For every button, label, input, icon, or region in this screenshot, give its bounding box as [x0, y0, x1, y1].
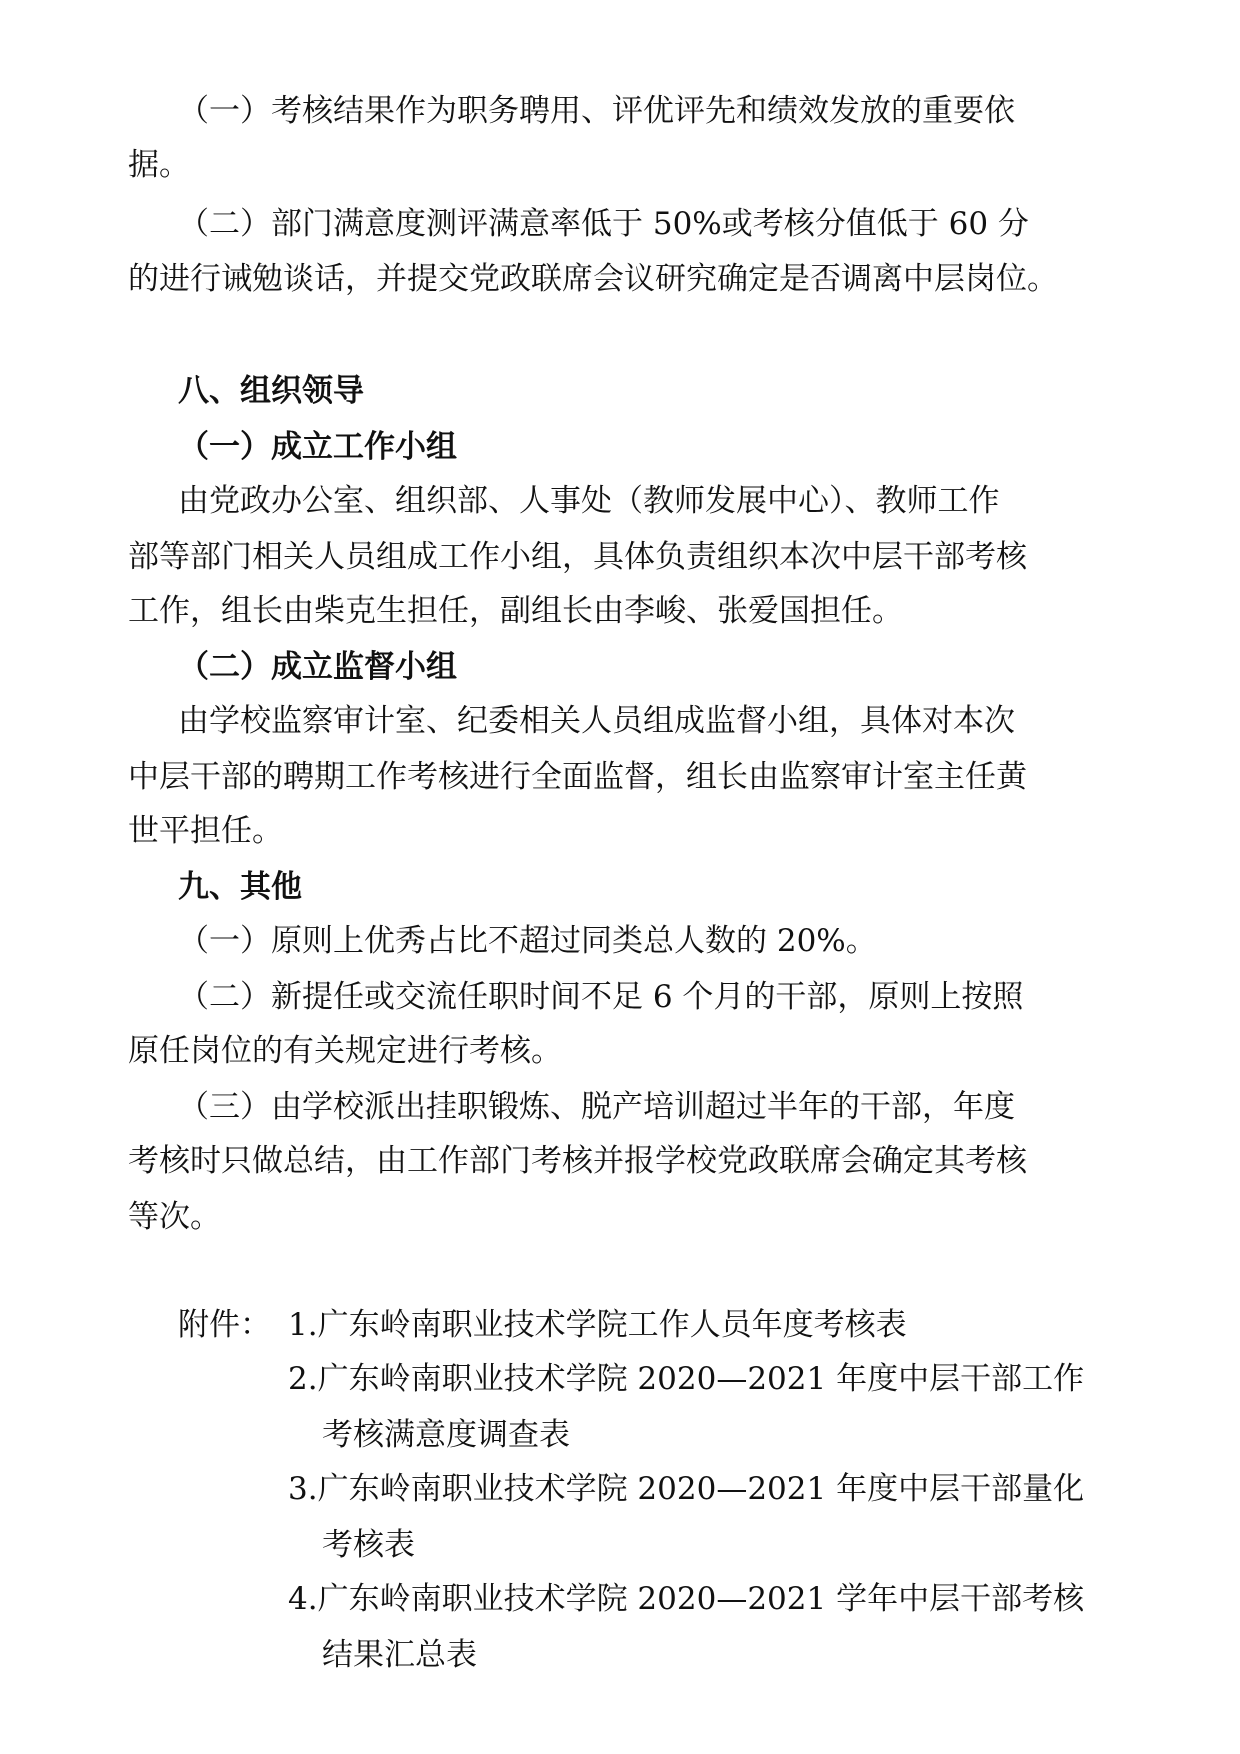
paragraph-line: 工作，组长由柴克生担任，副组长由李峻、张爱国担任。 [128, 593, 903, 629]
paragraph-line: （一）原则上优秀占比不超过同类总人数的 20%。 [178, 923, 877, 959]
paragraph-line: 等次。 [128, 1199, 221, 1235]
section-heading: 九、其他 [178, 869, 302, 905]
paragraph-line: 世平担任。 [128, 813, 283, 849]
paragraph-line: （一）考核结果作为职务聘用、评优评先和绩效发放的重要依 [178, 93, 1015, 129]
attachment-item-continuation: 结果汇总表 [322, 1637, 477, 1673]
attachment-item: 3.广东岭南职业技术学院 2020—2021 年度中层干部量化 [288, 1471, 1085, 1507]
attachments-label: 附件： [178, 1307, 271, 1343]
paragraph-line: 考核时只做总结，由工作部门考核并报学校党政联席会确定其考核 [128, 1143, 1027, 1179]
paragraph-line: （二）部门满意度测评满意率低于 50%或考核分值低于 60 分 [178, 206, 1029, 242]
paragraph-line: 由学校监察审计室、纪委相关人员组成监督小组，具体对本次 [178, 703, 1015, 739]
paragraph-line: 据。 [128, 147, 190, 183]
paragraph-line: 由党政办公室、组织部、人事处（教师发展中心）、教师工作 [178, 483, 1000, 519]
paragraph-line: （三）由学校派出挂职锻炼、脱产培训超过半年的干部，年度 [178, 1089, 1015, 1125]
attachment-item-continuation: 考核表 [322, 1527, 415, 1563]
paragraph-line: 部等部门相关人员组成工作小组，具体负责组织本次中层干部考核 [128, 539, 1027, 575]
attachment-item: 2.广东岭南职业技术学院 2020—2021 年度中层干部工作 [288, 1361, 1085, 1397]
paragraph-line: 原任岗位的有关规定进行考核。 [128, 1033, 562, 1069]
paragraph-line: 中层干部的聘期工作考核进行全面监督，组长由监察审计室主任黄 [128, 759, 1027, 795]
attachment-item: 4.广东岭南职业技术学院 2020—2021 学年中层干部考核 [288, 1581, 1085, 1617]
subsection-heading: （二）成立监督小组 [178, 649, 457, 685]
paragraph-line: （二）新提任或交流任职时间不足 6 个月的干部，原则上按照 [178, 979, 1024, 1015]
subsection-heading: （一）成立工作小组 [178, 429, 457, 465]
attachment-item-continuation: 考核满意度调查表 [322, 1417, 570, 1453]
section-heading: 八、组织领导 [178, 373, 364, 409]
paragraph-line: 的进行诫勉谈话，并提交党政联席会议研究确定是否调离中层岗位。 [128, 261, 1058, 297]
attachment-item: 1.广东岭南职业技术学院工作人员年度考核表 [288, 1307, 907, 1343]
